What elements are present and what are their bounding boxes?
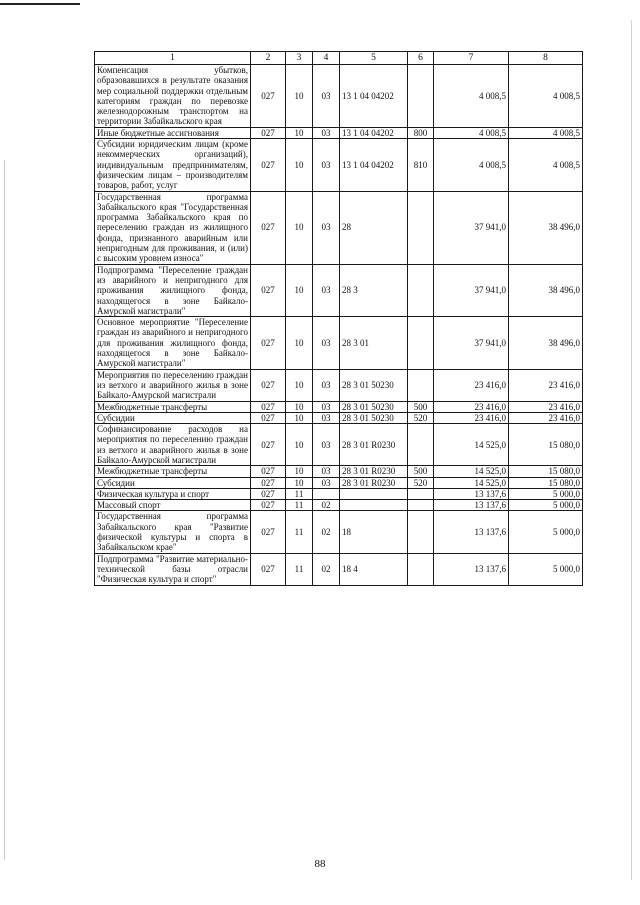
target-cell: 28 3 01 — [340, 317, 408, 369]
header-row — [95, 52, 583, 65]
section-cell: 11 — [286, 500, 313, 511]
header-cell: 6 — [408, 52, 434, 65]
section-cell: 10 — [286, 191, 313, 264]
table-row — [95, 191, 583, 264]
code-cell: 027 — [251, 369, 286, 401]
sum-2018-cell: 23 416,0 — [509, 412, 583, 423]
sum-2018-cell: 38 496,0 — [509, 317, 583, 369]
code-cell: 027 — [251, 553, 286, 585]
name-cell: Государственная программа Забайкальского края "Государственная программа Забайкальского края по переселению граждан из жилищного фонда, признанного аварийным или непригодным для проживания, и (или) с высоким уровнем износа" — [95, 191, 251, 264]
code-cell: 027 — [251, 191, 286, 264]
table-row — [95, 264, 583, 316]
code-cell: 027 — [251, 500, 286, 511]
name-cell: Субсидии юридическим лицам (кроме некоммерческих организаций), индивидуальным предпринимателям, физическим лицам – производителям товаров, работ, услуг — [95, 139, 251, 191]
target-cell: 13 1 04 04202 — [340, 127, 408, 138]
table-row — [95, 500, 583, 511]
kind-cell: 500 — [408, 401, 434, 412]
subsection-cell: 03 — [313, 127, 340, 138]
sum-2017-cell: 23 416,0 — [434, 369, 509, 401]
code-cell: 027 — [251, 424, 286, 466]
kind-cell — [408, 553, 434, 585]
table-row — [95, 369, 583, 401]
subsection-cell: 03 — [313, 401, 340, 412]
kind-cell — [408, 369, 434, 401]
table-row — [95, 65, 583, 128]
sum-2017-cell: 13 137,6 — [434, 511, 509, 553]
sum-2017-cell: 4 008,5 — [434, 65, 509, 128]
target-cell: 28 3 01 50230 — [340, 369, 408, 401]
name-cell: Подпрограмма "Переселение граждан из аварийного и непригодного для проживания жилищного фонда, находящегося в зоне Байкало-Амурской магистрали" — [95, 264, 251, 316]
section-cell: 10 — [286, 401, 313, 412]
sum-2018-cell: 23 416,0 — [509, 369, 583, 401]
table-row — [95, 466, 583, 477]
section-cell: 11 — [286, 511, 313, 553]
sum-2017-cell: 14 525,0 — [434, 477, 509, 488]
code-cell: 027 — [251, 511, 286, 553]
kind-cell: 520 — [408, 412, 434, 423]
target-cell: 28 3 01 R0230 — [340, 466, 408, 477]
header-cell: 8 — [509, 52, 583, 65]
kind-cell: 810 — [408, 139, 434, 191]
name-cell: Основное мероприятие "Переселение граждан из аварийного и непригодного для проживания жилищного фонда, находящегося в зоне Байкало-Амурской магистрали" — [95, 317, 251, 369]
header-cell: 1 — [95, 52, 251, 65]
target-cell: 28 3 01 R0230 — [340, 424, 408, 466]
code-cell: 027 — [251, 466, 286, 477]
code-cell: 027 — [251, 139, 286, 191]
target-cell: 13 1 04 04202 — [340, 65, 408, 128]
header-cell: 7 — [434, 52, 509, 65]
sum-2018-cell: 15 080,0 — [509, 477, 583, 488]
sum-2017-cell: 37 941,0 — [434, 317, 509, 369]
sum-2017-cell: 14 525,0 — [434, 424, 509, 466]
section-cell: 10 — [286, 317, 313, 369]
name-cell: Иные бюджетные ассигнования — [95, 127, 251, 138]
section-cell: 11 — [286, 488, 313, 499]
kind-cell: 800 — [408, 127, 434, 138]
subsection-cell: 02 — [313, 553, 340, 585]
scan-edge — [4, 160, 5, 860]
sum-2018-cell: 4 008,5 — [509, 139, 583, 191]
name-cell: Компенсация убытков, образовавшихся в результате оказания мер социальной поддержки отдельным категориям граждан по перевозке железнодорожным транспортом на территории Забайкальского края — [95, 65, 251, 128]
subsection-cell: 03 — [313, 264, 340, 316]
sum-2017-cell: 4 008,5 — [434, 127, 509, 138]
kind-cell — [408, 511, 434, 553]
subsection-cell: 03 — [313, 424, 340, 466]
section-cell: 10 — [286, 412, 313, 423]
sum-2017-cell: 37 941,0 — [434, 264, 509, 316]
code-cell: 027 — [251, 401, 286, 412]
table-body — [95, 65, 583, 586]
target-cell: 18 4 — [340, 553, 408, 585]
name-cell: Софинансирование расходов на мероприятия по переселению граждан из ветхого и аварийного жилья в зоне Байкало-Амурской магистрали — [95, 424, 251, 466]
name-cell: Подпрограмма "Развитие материально-технической базы отрасли "Физическая культура и спорт" — [95, 553, 251, 585]
target-cell: 18 — [340, 511, 408, 553]
subsection-cell: 03 — [313, 466, 340, 477]
kind-cell: 500 — [408, 466, 434, 477]
sum-2018-cell: 5 000,0 — [509, 511, 583, 553]
code-cell: 027 — [251, 65, 286, 128]
kind-cell — [408, 488, 434, 499]
header-cell: 3 — [286, 52, 313, 65]
table-row — [95, 401, 583, 412]
target-cell: 28 — [340, 191, 408, 264]
target-cell — [340, 488, 408, 499]
subsection-cell — [313, 488, 340, 499]
kind-cell — [408, 264, 434, 316]
header-cell: 4 — [313, 52, 340, 65]
code-cell: 027 — [251, 127, 286, 138]
subsection-cell: 03 — [313, 191, 340, 264]
sum-2018-cell: 5 000,0 — [509, 553, 583, 585]
target-cell: 13 1 04 04202 — [340, 139, 408, 191]
table-row — [95, 511, 583, 553]
target-cell: 28 3 01 50230 — [340, 412, 408, 423]
subsection-cell: 03 — [313, 65, 340, 128]
code-cell: 027 — [251, 317, 286, 369]
sum-2018-cell: 38 496,0 — [509, 191, 583, 264]
sum-2018-cell: 5 000,0 — [509, 488, 583, 499]
sum-2018-cell: 38 496,0 — [509, 264, 583, 316]
header-cell: 2 — [251, 52, 286, 65]
scan-edge-right — [631, 20, 632, 880]
code-cell: 027 — [251, 488, 286, 499]
sum-2018-cell: 23 416,0 — [509, 401, 583, 412]
target-cell: 28 3 01 R0230 — [340, 477, 408, 488]
table-row — [95, 139, 583, 191]
code-cell: 027 — [251, 264, 286, 316]
section-cell: 10 — [286, 139, 313, 191]
subsection-cell: 03 — [313, 139, 340, 191]
kind-cell — [408, 317, 434, 369]
table-row — [95, 477, 583, 488]
name-cell: Субсидии — [95, 477, 251, 488]
subsection-cell: 02 — [313, 511, 340, 553]
table-row — [95, 488, 583, 499]
target-cell — [340, 500, 408, 511]
section-cell: 11 — [286, 553, 313, 585]
page-number: 88 — [314, 858, 326, 870]
subsection-cell: 03 — [313, 477, 340, 488]
section-cell: 10 — [286, 127, 313, 138]
kind-cell — [408, 424, 434, 466]
sum-2017-cell: 14 525,0 — [434, 466, 509, 477]
name-cell: Субсидии — [95, 412, 251, 423]
sum-2017-cell: 13 137,6 — [434, 488, 509, 499]
table-row — [95, 412, 583, 423]
section-cell: 10 — [286, 424, 313, 466]
name-cell: Физическая культура и спорт — [95, 488, 251, 499]
budget-table — [94, 51, 583, 586]
kind-cell — [408, 191, 434, 264]
code-cell: 027 — [251, 477, 286, 488]
section-cell: 10 — [286, 369, 313, 401]
sum-2017-cell: 23 416,0 — [434, 412, 509, 423]
kind-cell: 520 — [408, 477, 434, 488]
table-row — [95, 553, 583, 585]
target-cell: 28 3 01 50230 — [340, 401, 408, 412]
section-cell: 10 — [286, 477, 313, 488]
name-cell: Государственная программа Забайкальского края "Развитие физической культуры и спорта в Забайкальском крае" — [95, 511, 251, 553]
sum-2018-cell: 4 008,5 — [509, 127, 583, 138]
subsection-cell: 02 — [313, 500, 340, 511]
name-cell: Мероприятия по переселению граждан из ветхого и аварийного жилья в зоне Байкало-Амурской магистрали — [95, 369, 251, 401]
sum-2017-cell: 4 008,5 — [434, 139, 509, 191]
table-row — [95, 127, 583, 138]
sum-2017-cell: 13 137,6 — [434, 553, 509, 585]
sum-2018-cell: 15 080,0 — [509, 424, 583, 466]
section-cell: 10 — [286, 466, 313, 477]
subsection-cell: 03 — [313, 317, 340, 369]
code-cell: 027 — [251, 412, 286, 423]
sum-2017-cell: 23 416,0 — [434, 401, 509, 412]
sum-2017-cell: 37 941,0 — [434, 191, 509, 264]
name-cell: Межбюджетные трансферты — [95, 401, 251, 412]
sum-2017-cell: 13 137,6 — [434, 500, 509, 511]
kind-cell — [408, 65, 434, 128]
kind-cell — [408, 500, 434, 511]
sum-2018-cell: 4 008,5 — [509, 65, 583, 128]
subsection-cell: 03 — [313, 412, 340, 423]
sum-2018-cell: 5 000,0 — [509, 500, 583, 511]
table-row — [95, 424, 583, 466]
name-cell: Массовый спорт — [95, 500, 251, 511]
subsection-cell: 03 — [313, 369, 340, 401]
header-cell: 5 — [340, 52, 408, 65]
target-cell: 28 3 — [340, 264, 408, 316]
section-cell: 10 — [286, 264, 313, 316]
sum-2018-cell: 15 080,0 — [509, 466, 583, 477]
name-cell: Межбюджетные трансферты — [95, 466, 251, 477]
table-row — [95, 317, 583, 369]
section-cell: 10 — [286, 65, 313, 128]
top-rule — [0, 3, 80, 5]
